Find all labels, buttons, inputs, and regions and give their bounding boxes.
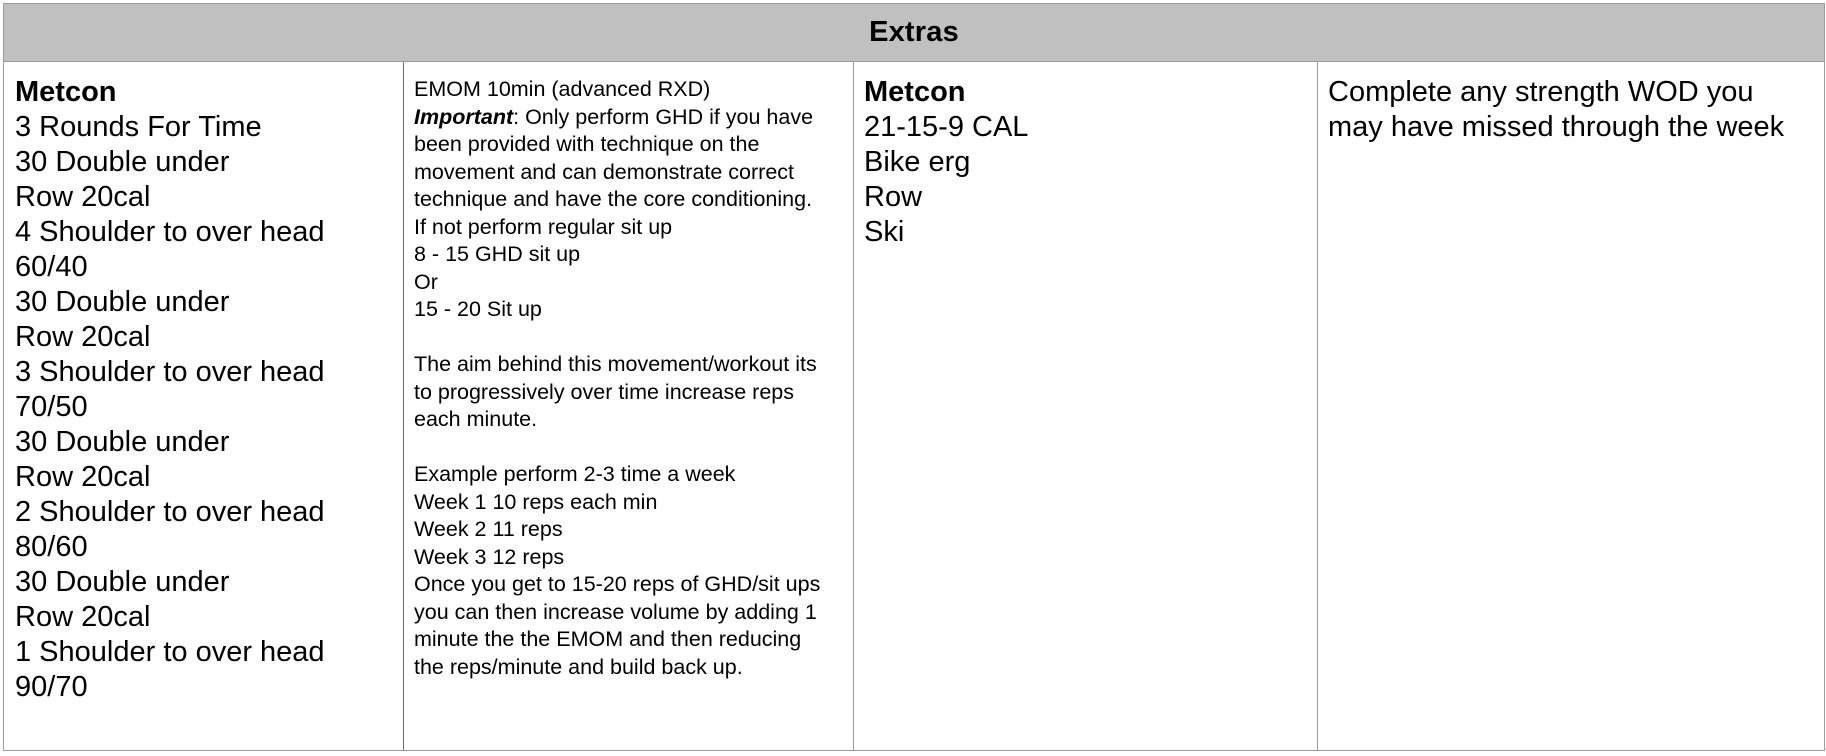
workout-line: 4 Shoulder to over head	[15, 216, 325, 248]
workout-line: 90/70	[15, 671, 88, 703]
workout-line: 30 Double under	[15, 566, 230, 598]
important-text: technique and have the core conditioning.	[414, 187, 813, 211]
important-text: : Only perform GHD if you have	[513, 104, 814, 129]
important-text: If not perform regular sit up	[414, 214, 673, 239]
aim-line: The aim behind this movement/workout its	[414, 352, 817, 376]
workout-line: 70/50	[15, 391, 88, 423]
workout-line: 30 Double under	[15, 426, 230, 458]
workout-line: 3 Shoulder to over head	[15, 356, 325, 388]
workout-line: 21-15-9 CAL	[864, 111, 1029, 143]
table-row	[4, 62, 1824, 750]
example-line: Once you get to 15-20 reps of GHD/sit ups	[414, 572, 821, 596]
workout-line: Row 20cal	[15, 461, 151, 493]
workout-line: 1 Shoulder to over head	[15, 636, 325, 668]
workout-line: Row	[864, 181, 923, 213]
note-line: may have missed through the week	[1328, 111, 1785, 143]
cell-title: Metcon	[15, 76, 117, 108]
important-line	[414, 104, 853, 132]
important-text: been provided with technique on the	[414, 132, 760, 156]
example-line: minute the the EMOM and then reducing	[414, 627, 802, 651]
option-line: 8 - 15 GHD sit up	[414, 242, 581, 266]
cell-metcon-rounds[interactable]	[4, 62, 404, 750]
example-line: the reps/minute and build back up.	[414, 654, 743, 679]
spacer	[414, 324, 853, 352]
workout-line: 80/60	[15, 531, 88, 563]
option-line: Or	[414, 269, 438, 294]
extras-table	[3, 3, 1825, 751]
note-line: Complete any strength WOD you	[1328, 76, 1754, 108]
cell-title: Metcon	[864, 76, 966, 108]
workout-line: 3 Rounds For Time	[15, 111, 262, 143]
example-line: Week 2 11 reps	[414, 517, 563, 541]
example-line: Example perform 2-3 time a week	[414, 462, 736, 486]
cell-emom-notes[interactable]	[404, 62, 854, 750]
important-text: movement and can demonstrate correct	[414, 159, 795, 184]
workout-line: 30 Double under	[15, 286, 230, 318]
workout-line: 30 Double under	[15, 146, 230, 178]
workout-line: Row 20cal	[15, 601, 151, 633]
workout-line: 60/40	[15, 251, 88, 283]
example-line: Week 1 10 reps each min	[414, 489, 658, 514]
cell-metcon-cal[interactable]	[854, 62, 1318, 750]
workout-line: Row 20cal	[15, 181, 151, 213]
table-header	[4, 4, 1824, 62]
workout-line: 2 Shoulder to over head	[15, 496, 325, 528]
spacer	[414, 434, 853, 462]
important-label: Important	[414, 104, 514, 129]
example-line: you can then increase volume by adding 1	[414, 599, 817, 624]
example-line: Week 3 12 reps	[414, 544, 565, 569]
cell-strength-note[interactable]	[1318, 62, 1824, 750]
option-line: 15 - 20 Sit up	[414, 297, 542, 321]
aim-line: each minute.	[414, 407, 538, 431]
workout-line: Bike erg	[864, 146, 971, 178]
workout-line: Row 20cal	[15, 321, 151, 353]
aim-line: to progressively over time increase reps	[414, 379, 794, 404]
workout-line: Ski	[864, 216, 905, 248]
header-title: Extras	[869, 16, 959, 48]
emom-line: EMOM 10min (advanced RXD)	[414, 77, 711, 101]
